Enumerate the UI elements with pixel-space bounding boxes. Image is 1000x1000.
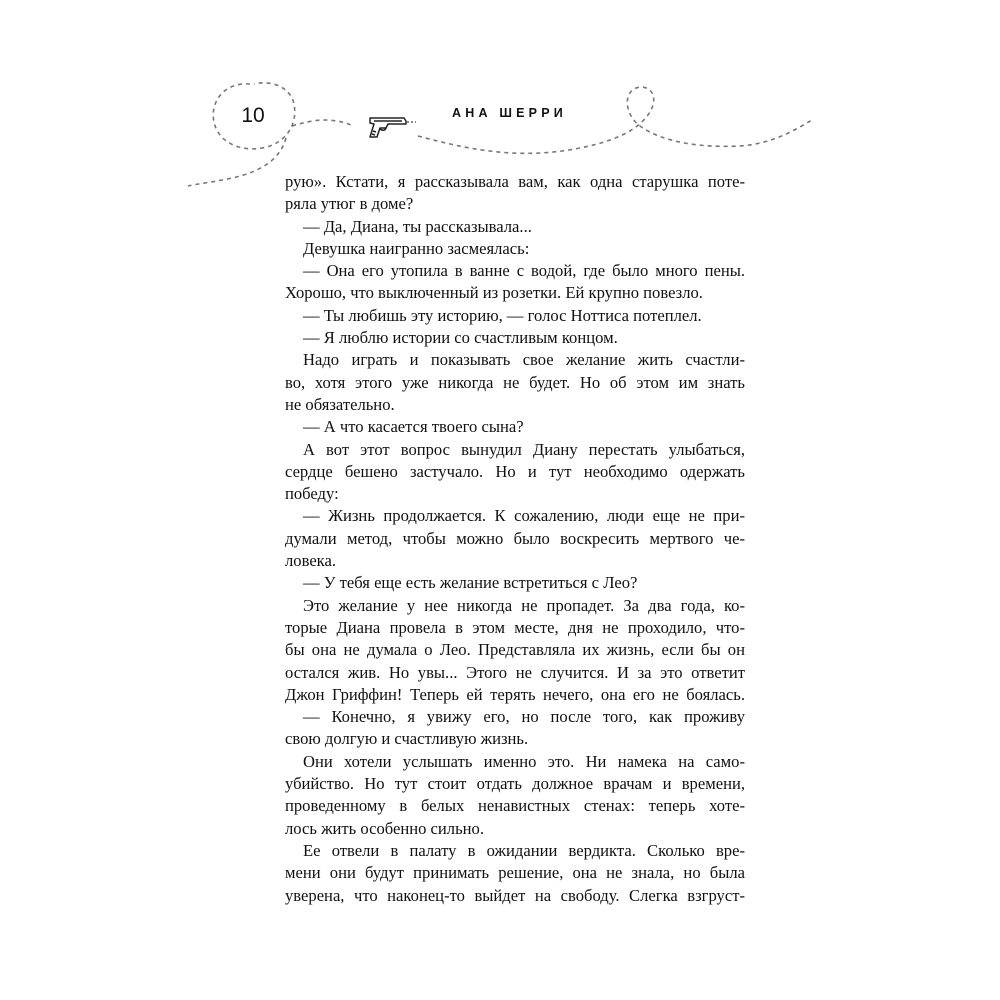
text-line: — Я люблю истории со счастливым концом. [303, 328, 618, 348]
text-line: А вот этот вопрос вынудил Диану перестать улыбаться, [303, 439, 745, 459]
text-line: победу: [285, 484, 339, 504]
text-line: убийство. Но тут стоит отдать должное врачам и времени, [285, 774, 745, 794]
text-line: ловека. [285, 551, 337, 571]
text-line: — У тебя еще есть желание встретиться с Лео? [303, 573, 638, 593]
text-line: Они хотели услышать именно это. Ни намека на само- [303, 751, 745, 771]
text-line: Хорошо, что выключенный из розетки. Ей крупно повезло. [285, 283, 703, 303]
text-line: — Да, Диана, ты рассказывала... [303, 216, 532, 236]
text-line: — Жизнь продолжается. К сожалению, люди еще не при- [303, 506, 745, 526]
text-line: — Конечно, я увижу его, но после того, как проживу [303, 707, 745, 727]
wave-left [292, 120, 354, 126]
running-title: АНА ШЕРРИ [452, 106, 567, 120]
text-line: торые Диана провела в этом месте, дня не проходило, что- [285, 617, 745, 637]
pistol-icon [366, 112, 418, 140]
text-line: бы она не думала о Лео. Представляла их жизнь, если бы он [285, 640, 745, 660]
text-line: во, хотя этого уже никогда не будет. Но об этом им знать [285, 372, 745, 392]
text-line: — Она его утопила в ванне с водой, где было много пены. [303, 261, 745, 281]
text-line: Девушка наигранно засмеялась: [303, 238, 530, 258]
text-line: думали метод, чтобы можно было воскресить мертвого че- [285, 528, 745, 548]
text-line: Джон Гриффин! Теперь ей терять нечего, она его не боялась. [285, 684, 745, 704]
text-line: рую». Кстати, я рассказывала вам, как одна старушка поте- [285, 172, 745, 191]
text-line: сердце бешено застучало. Но и тут необходимо одержать [285, 461, 745, 481]
wave-right [418, 87, 812, 153]
text-line: — Ты любишь эту историю, — голос Ноттиса потеплел. [303, 305, 702, 325]
text-line: проведенному в белых ненавистных стенах: теперь хоте- [285, 796, 745, 816]
text-line: лось жить особенно сильно. [285, 818, 484, 838]
body-text [285, 171, 745, 907]
text-line: — А что касается твоего сына? [303, 417, 524, 437]
text-line: Ее отвели в палату в ожидании вердикта. Сколько вре- [303, 840, 745, 860]
text-line: свою долгую и счастливую жизнь. [285, 729, 529, 749]
page-number-loop [188, 83, 295, 186]
text-line: уверена, что наконец-то выйдет на свободу. Слегка взгруст- [285, 885, 745, 905]
text-line: Это желание у нее никогда не пропадет. За два года, ко- [303, 595, 745, 615]
text-line: ряла утюг в доме? [285, 194, 414, 214]
text-line: остался жив. Но увы... Этого не случится. И за это ответит [285, 662, 745, 682]
text-line: мени они будут принимать решение, она не знала, но была [285, 863, 745, 883]
page-number: 10 [241, 104, 265, 127]
text-line: не обязательно. [285, 394, 395, 414]
dashed-ornament [0, 0, 1000, 200]
text-line: Надо играть и показывать свое желание жить счастли- [303, 350, 745, 370]
